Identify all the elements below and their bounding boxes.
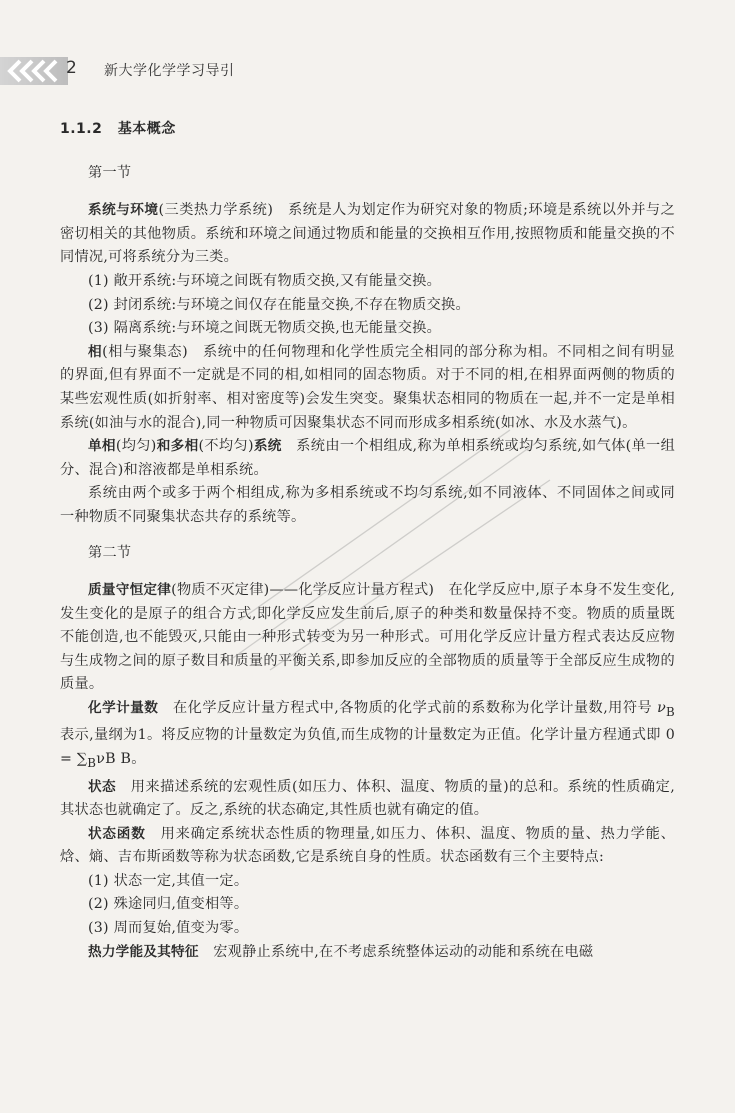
subsection-heading-1: 第一节 bbox=[88, 164, 132, 181]
paragraph-text: (三类热力学系统) 系统是人为划定作为研究对象的物质;环境是系统以外并与之密切相关的其他物质。系统和环境之间通过物质和能量的交换相互作用,按照物质和能量交换的不同情况,可将系统分为三类。 bbox=[60, 202, 676, 266]
sum-symbol: ∑ bbox=[76, 751, 88, 768]
section-number: 1.1.2 bbox=[60, 121, 103, 137]
term-state-function: 状态函数 bbox=[88, 825, 146, 842]
section-title bbox=[60, 118, 675, 142]
paragraph-text: νB B。 bbox=[96, 751, 146, 768]
page-number: 2 bbox=[66, 58, 77, 78]
paragraph-text: 宏观静止系统中,在不考虑系统整体运动的动能和系统在电磁 bbox=[198, 943, 594, 960]
paragraph-text: 表示,量纲为1。将反应物的计量数定为负值,而生成物的计量数定为正值。化学计量方程通式即 0 = bbox=[60, 727, 675, 768]
paragraph-text: 用来描述系统的宏观性质(如压力、体积、温度、物质的量)的总和。系统的性质确定,其状态也就确定了。反之,系统的状态确定,其性质也就有确定的值。 bbox=[60, 778, 675, 819]
term-system: 系统 bbox=[253, 438, 282, 455]
paragraph-text: 用来确定系统状态性质的物理量,如压力、体积、温度、物质的量、热力学能、焓、熵、吉布斯函数等称为状态函数,它是系统自身的性质。状态函数有三个主要特点: bbox=[60, 825, 676, 866]
term-thermodynamic-energy: 热力学能及其特征 bbox=[88, 943, 199, 960]
paragraph-text: 系统由一个相组成,称为单相系统或均匀系统,如气体(单一组分、混合)和溶液都是单相系统。 bbox=[60, 438, 676, 478]
sum-subscript: B bbox=[87, 755, 97, 770]
term-stoichiometric-number: 化学计量数 bbox=[88, 700, 159, 717]
term-single-phase: 单相 bbox=[88, 438, 116, 455]
page-header bbox=[0, 55, 735, 87]
running-title: 新大学化学学习导引 bbox=[104, 63, 235, 79]
term-multi-phase: 和多相 bbox=[156, 438, 199, 455]
list-item: (2) 封闭系统:与环境之间仅存在能量交换,不存在物质交换。 bbox=[88, 296, 470, 313]
symbol-nu: ν bbox=[657, 700, 667, 717]
symbol-subscript: B bbox=[666, 704, 675, 719]
paragraph-multi-phase: 系统由两个或多于两个相组成,称为多相系统或不均匀系统,如不同液体、不同固体之间或同一种物质不同聚集状态共存的系统等。 bbox=[60, 485, 675, 525]
term-system-environment: 系统与环境 bbox=[88, 202, 159, 219]
paragraph-text: (物质不灭定律)——化学反应计量方程式) 在化学反应中,原子本身不发生变化,发生变化的是原子的组合方式,即化学反应发生前后,原子的种类和数量保持不变。物质的质量既不能创造,也不能毁灭,只能由一种形式转变为另一种形式。可用化学反应计量方程式表达反应物与生成物之间的原子数目和质量的平衡关系,即参加反应的全部物质的质量等于全部反应生成物的质量。 bbox=[60, 582, 675, 693]
list-item: (1) 状态一定,其值一定。 bbox=[88, 872, 249, 889]
paragraph-text: (相与聚集态) 系统中的任何物理和化学性质完全相同的部分称为相。不同相之间有明显的界面,但有界面不一定就是不同的相,如相同的固态物质。对于不同的相,在相界面两侧的物质的某些宏观性质(如折射率、相对密度等)会发生突变。聚集状态相同的物质在一起,并不一定是单相系统(如油与水的混合),同一种物质可因聚集状态不同而形成多相系统(如冰、水及水蒸气)。 bbox=[60, 343, 675, 431]
paragraph-text: 在化学反应计量方程式中,各物质的化学式前的系数称为化学计量数,用符号 bbox=[158, 700, 658, 717]
subsection-heading-2: 第二节 bbox=[88, 544, 132, 561]
chevron-decoration-icon bbox=[6, 59, 68, 83]
list-item: (3) 周而复始,值变为零。 bbox=[88, 920, 249, 937]
paragraph-system-environment bbox=[60, 199, 675, 270]
term-state: 状态 bbox=[88, 778, 117, 795]
paragraph-state-function bbox=[60, 823, 675, 870]
term-phase: 相 bbox=[88, 343, 103, 360]
main-content bbox=[60, 118, 675, 964]
paragraph-stoichiometric-number bbox=[60, 697, 675, 775]
list-item: (2) 殊途同归,值变相等。 bbox=[88, 896, 249, 913]
list-item: (3) 隔离系统:与环境之间既无物质交换,也无能量交换。 bbox=[88, 320, 442, 337]
list-item: (1) 敞开系统:与环境之间既有物质交换,又有能量交换。 bbox=[88, 272, 442, 289]
paragraph-text: (均匀) bbox=[115, 438, 157, 455]
paragraph-phase bbox=[60, 341, 675, 435]
paragraph-state bbox=[60, 776, 675, 823]
paragraph-mass-conservation bbox=[60, 579, 675, 697]
paragraph-thermodynamic-energy bbox=[60, 941, 675, 965]
section-title-text: 基本概念 bbox=[117, 121, 176, 137]
paragraph-single-multi-phase bbox=[60, 435, 675, 482]
term-mass-conservation: 质量守恒定律 bbox=[88, 582, 172, 599]
paragraph-text: (不均匀) bbox=[198, 438, 254, 455]
